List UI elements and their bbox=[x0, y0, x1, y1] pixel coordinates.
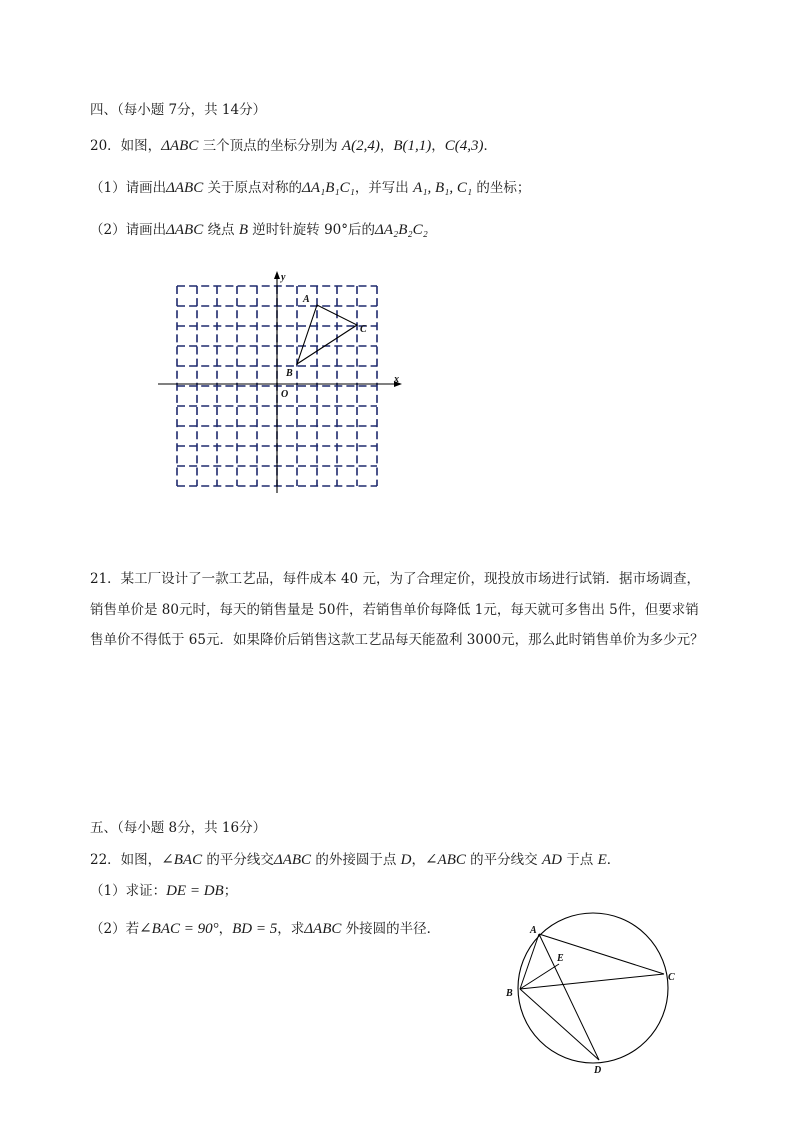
segment-ad bbox=[539, 934, 599, 1060]
label-C: C bbox=[360, 324, 367, 335]
label-x: x bbox=[394, 374, 399, 385]
label-C: C bbox=[668, 972, 675, 983]
question-22-part-2: （2）若∠BAC = 90°，BD = 5，求ΔABC 外接圆的半径． bbox=[90, 921, 441, 937]
label-B: B bbox=[506, 988, 513, 999]
question-20-part-1: （1）请画出ΔABC 关于原点对称的ΔA₁B₁C₁，并写出 A₁, B₁, C₁ 的坐标； bbox=[90, 180, 531, 196]
question-20-stem: 20．如图，ΔABC 三个顶点的坐标分别为 A(2,4)，B(1,1)，C(4,3)． bbox=[90, 138, 497, 154]
section-heading-4: 四、（每小题 7分，共 14分） bbox=[90, 102, 267, 118]
label-B: B bbox=[286, 368, 293, 379]
question-21: 21．某工厂设计了一款工艺品，每件成本 40 元，为了合理定价，现投放市场进行试销．据市场调查，销售单价是 80元时，每天的销售量是 50件，若销售单价每降低 1元，每天就可多售出 5件，但要求销售单价不得低于 65元．如果降价后销售这款工艺品每天能盈利 3000元，那么此时销售单价为多少元？ bbox=[90, 571, 704, 648]
circumcircle-figure bbox=[500, 918, 690, 1083]
question-22-stem: 22．如图，∠BAC 的平分线交ΔABC 的外接圆于点 D，∠ABC 的平分线交 AD 于点 E． bbox=[90, 852, 621, 868]
circumcircle bbox=[518, 913, 668, 1063]
section-heading-5: 五、（每小题 8分，共 16分） bbox=[90, 820, 267, 836]
label-y: y bbox=[281, 272, 286, 283]
label-A: A bbox=[530, 925, 537, 936]
label-O: O bbox=[281, 389, 289, 400]
label-D: D bbox=[594, 1065, 602, 1076]
segment-bd bbox=[520, 989, 599, 1060]
segment-bc bbox=[520, 974, 664, 989]
label-E: E bbox=[557, 953, 564, 964]
triangle-abc bbox=[297, 305, 357, 364]
question-22-part-1: （1）求证：DE = DB； bbox=[90, 883, 238, 899]
label-A: A bbox=[303, 294, 310, 305]
question-20-part-2: （2）请画出ΔABC 绕点 B 逆时针旋转 90°后的ΔA₂B₂C₂ bbox=[90, 222, 428, 238]
coordinate-grid-figure bbox=[150, 265, 410, 500]
y-axis-arrow-icon bbox=[274, 271, 280, 279]
